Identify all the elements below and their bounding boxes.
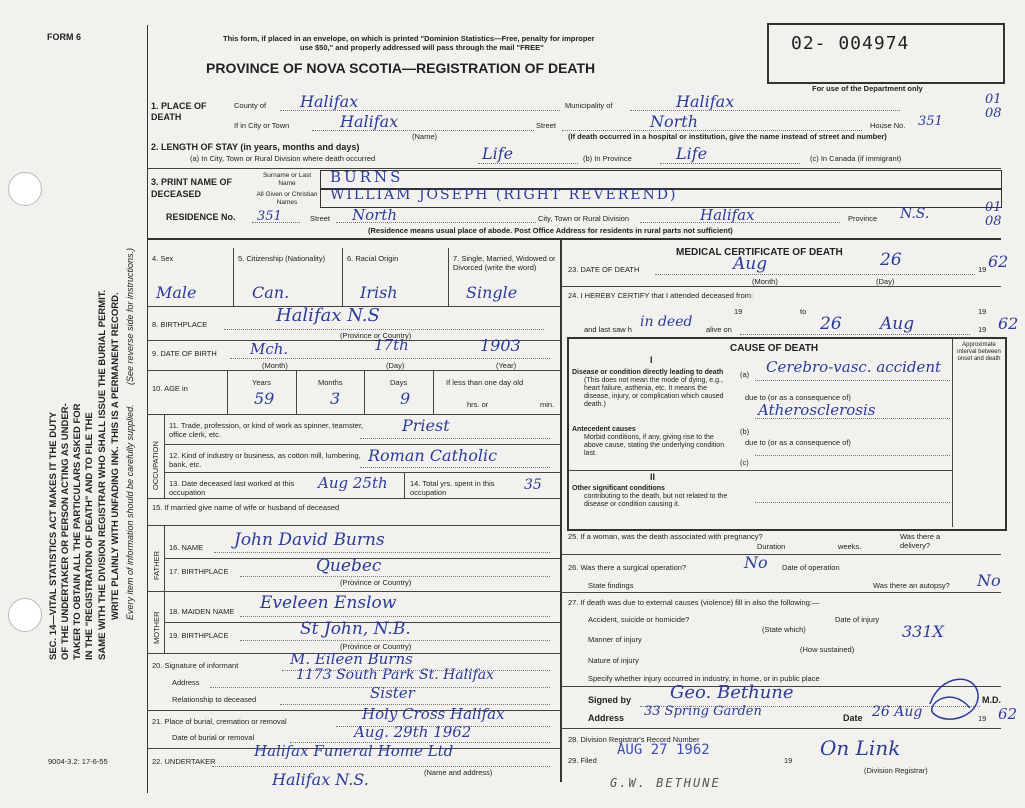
page-title: PROVINCE OF NOVA SCOTIA—REGISTRATION OF DEATH [206,60,596,76]
informant-label: 20. Signature of informant [152,661,239,670]
death-month-sublabel: (Month) [752,277,778,286]
industry-value: Roman Catholic [368,446,498,465]
surname-label: Surname or Last Name [262,172,312,187]
age-years-value: 59 [254,389,275,408]
hospital-note: (If death occurred in a hospital or institution, give the name instead of street and number) [568,132,887,141]
age-months-value: 3 [330,389,341,408]
specify-label: Specify whether injury occurred in industry, in home, or in public place [588,674,820,683]
marital-label: 7. Single, Married, Widowed or Divorced (write the word) [453,254,556,272]
hrs-label: hrs. or [467,400,489,409]
weeks-label: weeks. [838,542,862,551]
city-town-value: Halifax [340,112,399,131]
age-days-label: Days [390,378,408,387]
roman-two: II [650,472,656,482]
given-names-label: All Given or Christian Names [256,191,318,206]
div-registrar-label: (Division Registrar) [864,766,928,775]
last-saw-year-prefix: 19 [978,325,987,334]
undertaker-label: 22. UNDERTAKER [152,757,216,766]
dob-label: 9. DATE OF BIRTH [152,349,217,358]
cause-c-letter: (c) [740,458,749,467]
filed-year-prefix: 19 [784,756,793,765]
burial-date-label: Date of burial or removal [172,733,255,742]
total-yrs-label: 14. Total yrs. spent in this occupation [410,479,495,497]
last-saw-month-value: Aug [880,314,915,334]
burial-date-value: Aug. 29th 1962 [354,723,472,741]
burial-place-label: 21. Place of burial, cremation or removal [152,717,287,726]
undertaker-address-value: Halifax N.S. [272,770,369,789]
punch-hole-top [8,172,42,206]
registration-number: 02- 004974 [791,33,910,54]
filed-stamp: AUG 27 1962 [617,742,710,758]
informant-address-label: Address [172,678,200,687]
citizenship-value: Can. [252,283,290,302]
due-to-2: due to (or as a consequence of) [745,438,851,447]
mail-note-1: This form, if placed in an envelope, on which is printed "Dominion Statistics—Free, penalty for improper [223,34,595,43]
code-1: 01 [985,92,1002,107]
maiden-name-value: Eveleen Enslow [260,593,397,613]
accident-label: Accident, suicide or homicide? [588,615,690,624]
marital-value: Single [466,283,518,302]
med-date-value: 26 Aug [872,704,923,720]
occupation-side-label: OCCUPATION [151,441,160,490]
side-instruction-5: SAME WITH THE DIVISION REGISTRAR WHO SHALL ISSUE THE BURIAL PERMIT. [97,289,108,660]
street-label: Street [536,121,557,130]
if-less-label: If less than one day old [446,378,524,387]
autopsy-value: No [977,571,1001,590]
father-name-value: John David Burns [234,530,385,550]
sex-value: Male [156,283,197,302]
father-birthplace-sublabel: (Province or Country) [340,578,412,587]
dob-day-sublabel: (Day) [386,361,405,370]
cause-a-value: Cerebro-vasc. accident [766,358,942,376]
father-name-label: 16. NAME [169,543,204,552]
certify-label: 24. I HEREBY CERTIFY that I attended deceased from: [568,291,754,300]
given-names-value: WILLIAM JOSEPH (RIGHT REVEREND) [330,187,678,203]
municipality-value: Halifax [676,92,735,111]
med-address-value: 33 Spring Garden [644,704,762,719]
undertaker-value: Halifax Funeral Home Ltd [254,742,454,760]
informant-address-value: 1173 South Park St. Halifax [296,667,495,683]
city-town-label: If in City or Town [234,121,290,130]
antecedent-label: Antecedent causes [572,426,636,433]
death-year-value: 62 [988,252,1009,271]
med-address-label: Address [588,713,625,723]
county-label: County of [234,101,267,110]
county-value: Halifax [300,92,359,111]
name-sublabel: (Name) [412,132,438,141]
dob-year-value: 1903 [480,336,521,355]
age-years-label: Years [252,378,271,387]
last-saw-day-value: 26 [820,314,842,334]
registrar-signature: On Link [820,736,901,760]
min-label: min. [540,400,555,409]
contributing-label: contributing to the death, but not related to the disease or condition causing it. [584,493,728,508]
birthplace-value: Halifax N.S [276,305,380,326]
birthplace-label: 8. BIRTHPLACE [152,320,208,329]
print-name-label: 3. PRINT NAME OF DECEASED [151,177,233,199]
roman-one: I [650,355,653,365]
last-saw-label: and last saw h [584,325,632,334]
cause-b-letter: (b) [740,427,750,436]
mother-birthplace-value: St John, N.B. [300,619,411,639]
death-day-value: 26 [880,250,902,270]
manner-label: Manner of injury [588,635,642,644]
father-birthplace-label: 17. BIRTHPLACE [169,567,229,576]
autopsy-label: Was there an autopsy? [873,581,950,590]
side-instruction-8: (See reverse side for instructions.) [125,247,135,385]
racial-label: 6. Racial Origin [347,254,399,263]
mail-note-2: use $50," and properly addressed will pass through the mail "FREE" [300,43,544,52]
med-year-value: 62 [998,705,1018,723]
injury-date-value: 331X [902,622,944,641]
signature-scribble [920,664,990,734]
filed-label: 29. Filed [568,756,597,765]
stay-city-value: Life [482,144,514,163]
code-2: 01 [985,200,1002,215]
dob-month-sublabel: (Month) [262,361,288,370]
last-worked-label: 13. Date deceased last worked at this occupation [169,479,295,497]
nature-label: Nature of injury [588,656,639,665]
place-of-death-label: 1. PLACE OF DEATH [151,101,207,122]
side-instruction-4: IN THE "REGISTRATION OF DEATH" AND TO FILE THE [84,412,95,660]
findings-label: State findings [588,581,634,590]
alive-on-label: alive on [706,325,732,334]
residence-note: (Residence means usual place of abode. Post Office Address for residents in rural parts not sufficient) [368,226,733,235]
maiden-name-label: 18. MAIDEN NAME [169,607,235,616]
how-sustained-label: (How sustained) [800,645,855,654]
residence-label: RESIDENCE No. [166,212,236,222]
med-date-label: Date [843,713,863,723]
form-number: FORM 6 [47,32,82,42]
med-cert-title: MEDICAL CERTIFICATE OF DEATH [676,247,843,258]
death-month-value: Aug [733,254,768,274]
side-instruction-3: TAKER TO OBTAIN ALL THE PARTICULARS ASKED FOR [72,403,83,660]
age-months-label: Months [318,378,343,387]
surname-value: BURNS [330,168,404,186]
undertaker-sublabel: (Name and address) [424,768,493,777]
delivery-label: Was there a delivery? [900,532,941,550]
certify-from-year: 19 [734,307,743,316]
mother-side-label: MOTHER [152,611,161,644]
last-saw-year-value: 62 [998,314,1019,333]
industry-label: 12. Kind of industry or business, as cotton mill, lumbering, bank, etc. [169,451,361,469]
cause-a-letter: (a) [740,370,750,379]
burial-place-value: Holy Cross Halifax [362,705,505,723]
municipality-label: Municipality of [565,101,613,110]
certify-to-year: 19 [978,307,987,316]
age-days-value: 9 [400,389,411,408]
house-no-label: House No. [870,121,906,130]
certify-to-label: to [800,307,807,316]
res-street-label: Street [310,214,331,223]
mother-birthplace-label: 19. BIRTHPLACE [169,631,229,640]
duration-label: Duration [757,542,786,551]
operation-date-label: Date of operation [782,563,840,572]
stay-province-label: (b) In Province [583,154,632,163]
dob-day-value: 17th [374,336,409,354]
res-street-value: North [352,206,398,224]
side-instruction-7: Every item of information should be carefully supplied. [125,404,135,620]
side-instruction-6: WRITE PLAINLY WITH UNFADING INK. THIS IS A PERMANENT RECORD. [110,292,121,620]
state-which-label: (State which) [762,625,806,634]
surgical-label: 26. Was there a surgical operation? [568,563,687,572]
form-code: 9004-3.2: 17-6-55 [48,757,108,766]
due-to-1: due to (or as a consequence of) [745,393,851,402]
date-of-death-label: 23. DATE OF DEATH [568,265,640,274]
father-birthplace-value: Quebec [316,556,382,576]
other-sig-label: Other significant conditions [572,485,665,492]
last-worked-value: Aug 25th [318,474,388,492]
disease-directly-label: Disease or condition directly leading to death [572,369,724,376]
cause-of-death-title: CAUSE OF DEATH [730,343,819,354]
trade-value: Priest [402,416,450,435]
signed-by-label: Signed by [588,695,632,705]
sex-label: 4. Sex [152,254,174,263]
res-province-value: N.S. [900,206,930,222]
stay-canada-label: (c) In Canada (if immigrant) [810,154,902,163]
md-label: M.D. [982,695,1001,705]
side-instruction-1: SEC. 14—VITAL STATISTICS ACT MAKES IT THE DUTY [48,411,59,660]
filed-by-stamp: G.W. BETHUNE [610,776,721,790]
mother-birthplace-sublabel: (Province or Country) [340,642,412,651]
div-reg-no-label: 28. Division Registrar's Record Number [568,735,700,744]
birthplace-sublabel: (Province or Country) [340,331,412,340]
med-year-prefix: 19 [978,714,987,723]
code-2b: 08 [985,214,1002,229]
stay-city-label: (a) In City, Town or Rural Division where death occurred [190,154,376,163]
department-use-note: For use of the Department only [812,84,923,93]
racial-value: Irish [360,283,398,302]
citizenship-label: 5. Citizenship (Nationality) [238,254,326,263]
province-label: Province [848,214,878,223]
surgical-value: No [744,553,768,572]
father-side-label: FATHER [152,550,161,580]
trade-label: 11. Trade, profession, or kind of work as spinner, teamster, office clerk, etc. [169,421,364,439]
length-of-stay-label: 2. LENGTH OF STAY (in years, months and days) [151,142,360,152]
city-rural-label: City, Town or Rural Division [538,214,629,223]
death-day-sublabel: (Day) [876,277,895,286]
injury-date-label: Date of injury [835,615,880,624]
death-year-prefix: 19 [978,265,987,274]
cause-due-value: Atherosclerosis [758,401,876,419]
residence-no-value: 351 [257,209,282,224]
signed-by-value: Geo. Bethune [670,682,794,703]
stay-province-value: Life [676,144,708,163]
interval-label: Approximate interval between onset and death [957,342,1001,362]
last-saw-prefix-value: in deed [640,314,693,330]
total-yrs-value: 35 [524,477,542,493]
external-label: 27. If death was due to external causes (violence) fill in also the following:— [568,598,820,607]
house-no-value: 351 [918,114,943,129]
informant-value: M. Eileen Burns [290,650,413,668]
code-1b: 08 [985,106,1002,121]
disease-note: (This does not mean the mode of dying, e.g., heart failure, asthenia, etc. It means the disease, injury, or complication which caused death.) [584,377,724,408]
morbid-label: Morbid conditions, if any, giving rise to the above cause, stating the underlying condition last. [584,434,725,457]
relationship-value: Sister [370,684,415,702]
punch-hole-bottom [8,598,42,632]
age-label: 10. AGE in [152,384,188,393]
relationship-label: Relationship to deceased [172,695,257,704]
res-city-value: Halifax [700,206,755,224]
street-value: North [650,112,699,131]
woman-label: 25. If a woman, was the death associated with pregnancy? [568,532,763,541]
married-label: 15. If married give name of wife or husband of deceased [152,503,340,512]
dob-month-value: Mch. [250,340,289,358]
dob-year-sublabel: (Year) [496,361,517,370]
side-instruction-2: OF THE UNDERTAKER OR PERSON ACTING AS UNDER- [60,403,71,660]
